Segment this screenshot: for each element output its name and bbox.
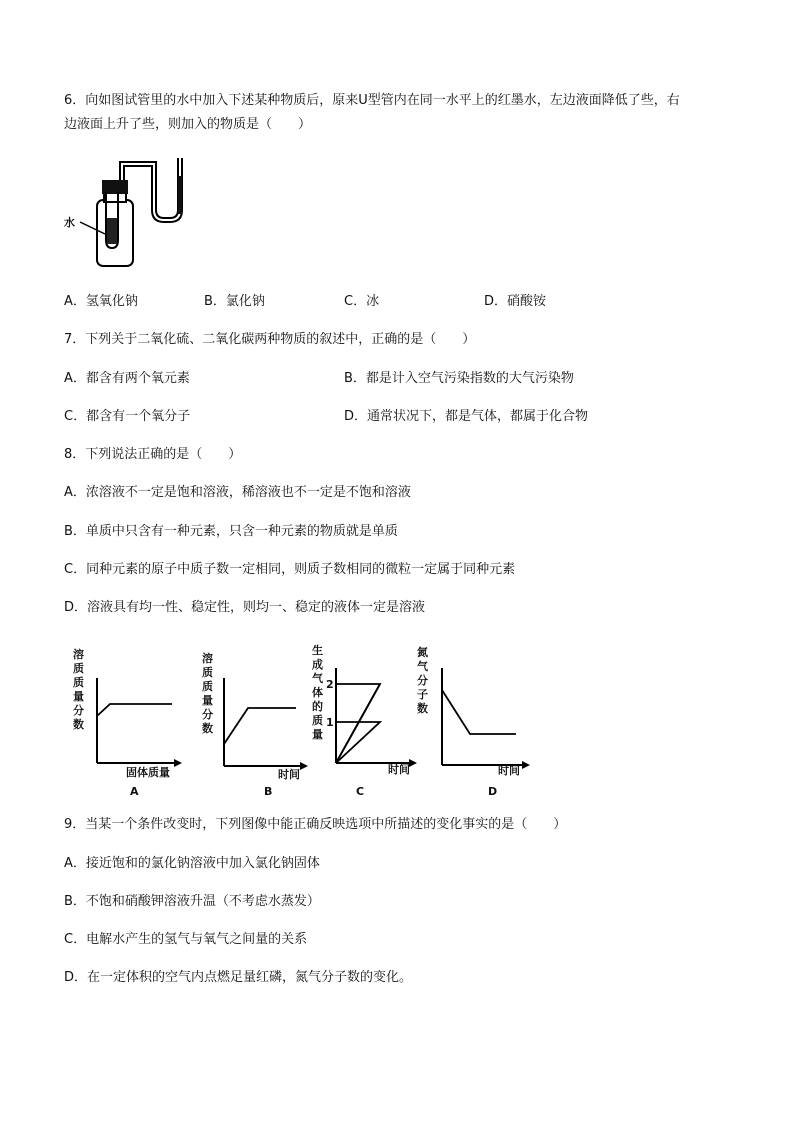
graph-c-xlabel: 时间: [388, 763, 410, 776]
q6-option-c: C．冰: [344, 294, 380, 309]
q6-option-a: A．氢氧化钠: [64, 294, 138, 309]
svg-text:溶: 溶: [73, 648, 84, 661]
graph-b-xlabel: 时间: [278, 768, 300, 781]
graph-c-label: C: [356, 785, 365, 798]
q7-option-d: D．通常状况下，都是气体，都属于化合物: [344, 409, 589, 424]
graph-b-ylabel: [202, 651, 213, 735]
graph-a-curve: [97, 704, 172, 716]
graph-a-xlabel: 固体质量: [126, 766, 170, 779]
svg-text:数: 数: [73, 718, 84, 731]
svg-text:分: 分: [202, 708, 213, 721]
graph-d: [417, 645, 530, 798]
q8-option-d: D．溶液具有均一性、稳定性，则均一、稳定的液体一定是溶液: [64, 600, 426, 615]
svg-text:成: 成: [312, 658, 323, 671]
graph-a-label: A: [130, 785, 139, 798]
q9-option-b: B．不饱和硝酸钾溶液升温（不考虑水蒸发）: [64, 894, 320, 909]
svg-text:分: 分: [73, 704, 84, 717]
svg-text:分: 分: [417, 674, 428, 687]
q6-water-label: 水: [64, 216, 75, 229]
q8-option-c: C．同种元素的原子中质子数一定相同，则质子数相同的微粒一定属于同种元素: [64, 562, 516, 577]
svg-text:质: 质: [73, 662, 84, 675]
q7-option-c: C．都含有一个氧分子: [64, 409, 191, 424]
q9-option-d: D．在一定体积的空气内点燃足量红磷，氮气分子数的变化。: [64, 970, 413, 985]
q9-option-c: C．电解水产生的氢气与氧气之间量的关系: [64, 932, 308, 947]
svg-text:溶: 溶: [202, 652, 213, 665]
svg-text:数: 数: [417, 702, 428, 715]
q6-option-b: B．氯化钠: [204, 294, 265, 309]
svg-text:质: 质: [202, 666, 213, 679]
svg-text:气: 气: [417, 660, 428, 673]
q7-option-a: A．都含有两个氧元素: [64, 371, 190, 386]
graph-d-label: D: [488, 785, 498, 798]
graph-c-line-1: [336, 722, 380, 763]
svg-text:数: 数: [202, 722, 213, 735]
svg-text:体: 体: [312, 686, 323, 699]
graph-a: [73, 647, 182, 798]
graph-a-ylabel: [73, 647, 84, 731]
svg-text:量: 量: [202, 694, 213, 707]
svg-text:质: 质: [202, 680, 213, 693]
q8-option-a: A．浓溶液不一定是饱和溶液，稀溶液也不一定是不饱和溶液: [64, 485, 411, 500]
q9-stem: 9．当某一个条件改变时，下列图像中能正确反映选项中所描述的变化事实的是（ ）: [64, 817, 567, 832]
svg-text:子: 子: [417, 688, 428, 701]
q8-stem: 8．下列说法正确的是（ ）: [64, 447, 242, 462]
q6-stem-line1: 6．向如图试管里的水中加入下述某种物质后，原来U型管内在同一水平上的红墨水，左边液面降低了些，右: [64, 93, 680, 108]
q6-option-d: D．硝酸铵: [484, 294, 547, 309]
svg-text:的: 的: [312, 700, 323, 713]
graph-b-curve: [224, 708, 296, 744]
q9-option-a: A．接近饱和的氯化钠溶液中加入氯化钠固体: [64, 856, 320, 871]
graph-d-xlabel: 时间: [498, 764, 520, 777]
q6-stem-line2: 边液面上升了些，则加入的物质是（ ）: [64, 117, 312, 132]
svg-text:质: 质: [312, 714, 323, 727]
svg-text:量: 量: [73, 690, 84, 703]
svg-text:量: 量: [312, 728, 323, 741]
graph-c-ylabel: [312, 643, 324, 741]
svg-text:生: 生: [312, 644, 323, 657]
svg-text:质: 质: [73, 676, 84, 689]
graphs-panel: [70, 638, 540, 798]
svg-text:气: 气: [312, 672, 323, 685]
svg-text:氮: 氮: [417, 646, 428, 659]
graph-c: [312, 643, 417, 798]
graph-c-tick-1: 1: [326, 716, 334, 729]
q7-option-b: B．都是计入空气污染指数的大气污染物: [344, 371, 574, 386]
q7-stem: 7．下列关于二氧化硫、二氧化碳两种物质的叙述中，正确的是（ ）: [64, 332, 476, 347]
q8-option-b: B．单质中只含有一种元素，只含一种元素的物质就是单质: [64, 524, 398, 539]
graph-d-ylabel: [417, 645, 429, 715]
q6-apparatus-figure: [60, 150, 200, 270]
graph-b: [202, 651, 308, 798]
graph-d-curve: [442, 690, 516, 734]
graph-c-tick-2: 2: [326, 678, 334, 691]
graph-b-label: B: [264, 785, 273, 798]
